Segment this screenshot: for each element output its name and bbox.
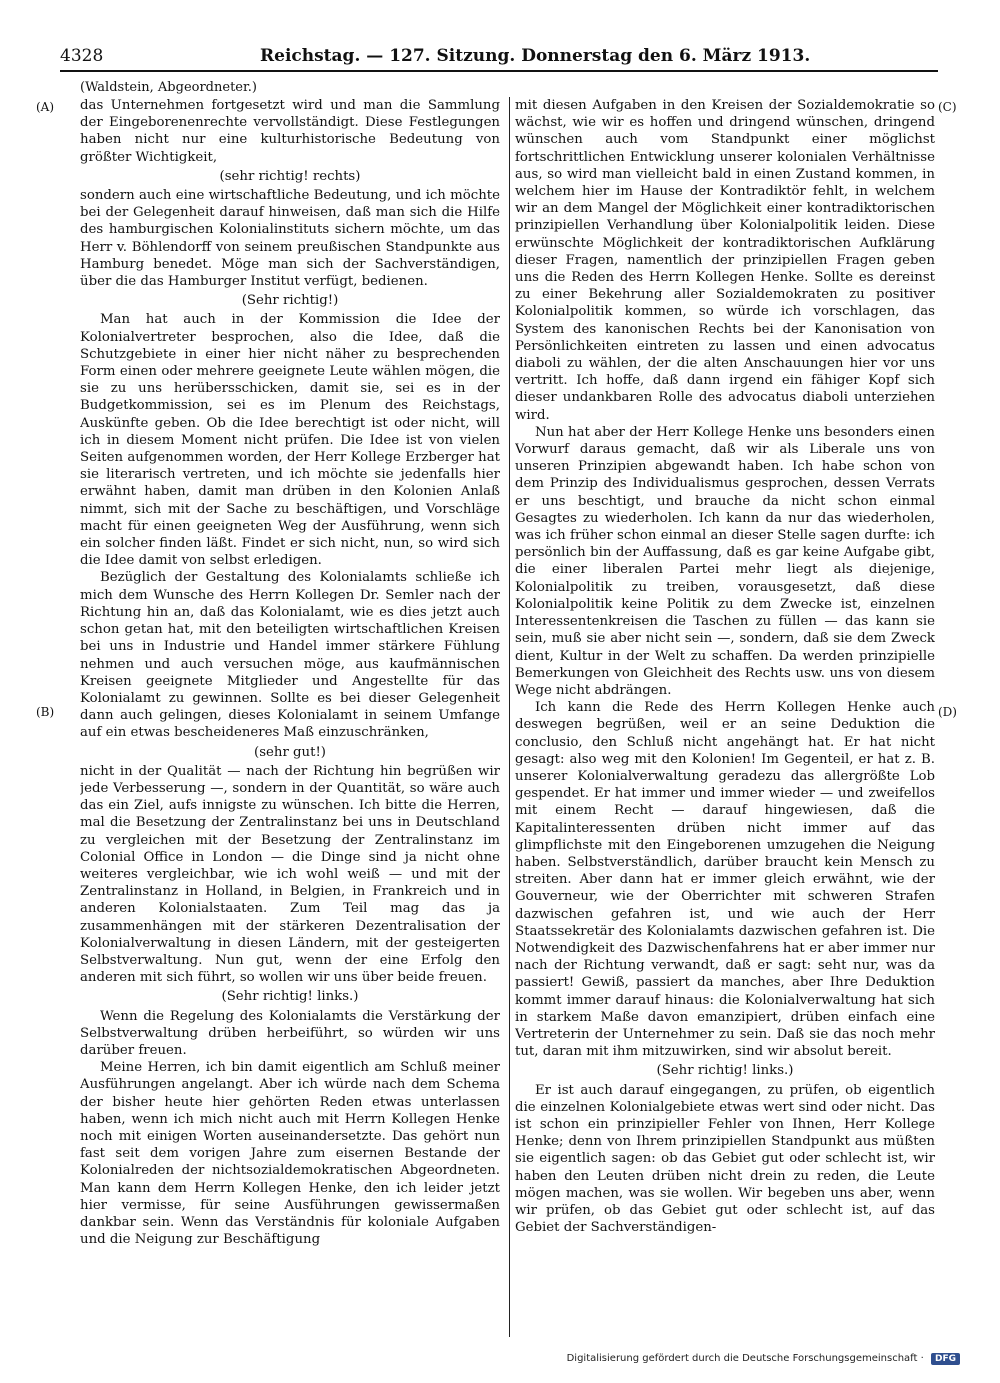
digitization-footer [567,1353,960,1365]
column-divider [509,97,510,1337]
margin-mark-a: (A) [36,100,55,114]
page-header [60,40,938,72]
paragraph: Bezüglich der Gestaltung des Kolonialamts schließe ich mich dem Wunsche des Herrn Kollegen Dr. Semler nach der Richtung hin an, daß das Kolonialamt, wie es dies jetzt auch schon getan hat, mit den beteiligten wirtschaftlichen Kreisen bei uns in Industrie und Handel immer stärkere Fühlung nehmen und auch versuchen möge, aus kaufmännischen Kreisen geeignete Mitglieder und Angestellte für das Kolonialamt zu gewinnen. Sollte es bei dieser Gelegenheit dann auch gelingen, dieses Kolonialamt in seinem Umfange auf ein etwas bescheideneres Maß einzuschränken, [80,570,500,741]
paragraph: Meine Herren, ich bin damit eigentlich am Schluß meiner Ausführungen angelangt. Aber ich würde nach dem Schema der bisher heute hier gehörten Reden etwas unterlassen haben, wenn ich mich nicht auch mit Herrn Kollegen Henke noch mit einigen Worten auseinandersetzte. Das gehört nun fast seit dem vorigen Jahre zum eisernen Bestande der Kolonialreden der nichtsozialdemokratischen Abgeordneten. Man kann dem Herrn Kollegen Henke, den ich leider jetzt hier vermisse, für seine Ausführungen gewissermaßen dankbar sein. Wenn das Verständnis für koloniale Aufgaben und die Neigung zur Beschäftigung [80,1060,500,1248]
margin-mark-c: (C) [938,100,957,114]
interjection: (sehr richtig! rechts) [219,168,361,184]
paragraph: Nun hat aber der Herr Kollege Henke uns besonders einen Vorwurf daraus gemacht, daß wir als Liberale uns von unseren Prinzipien abgewandt haben. Ich habe schon von dem Prinzip des Individualismus gesprochen, dessen Verrats er uns beschtigt, und brauche da nicht schon einmal Gesagtes zu wiederholen. Ich kann da nur das wiederholen, was ich früher schon einmal an dieser Stelle sagen durfte: ich persönlich bin der Auffassung, daß es gar keine Aufgabe gibt, die einer liberalen Partei mehr liegt als diejenige, Kolonialpolitik zu treiben, vorausgesetzt, daß diese Kolonialpolitik keine Politik zu dem Zwecke ist, einzelnen Interessentenkreisen die Taschen zu füllen — das kann sie sein, muß sie aber nicht sein —, sondern, daß sie dem Zweck dient, Kultur in der Welt zu schaffen. Da werden prinzipielle Bemerkungen von Gleichheit des Rechts usw. uns von diesem Wege nicht abdrängen. [515,424,935,698]
paragraph: das Unternehmen fortgesetzt wird und man die Sammlung der Eingeborenenrechte vervollständigt. Diese Festlegungen haben nicht nur eine kulturhistorische Bedeutung von größter Wichtigkeit, [80,98,500,165]
interjection: (Sehr richtig!) [241,293,339,309]
left-column [80,97,500,1317]
dfg-logo: DFG [931,1353,960,1365]
right-column [515,97,935,1317]
running-head: Reichstag. — 127. Sitzung. Donnerstag den 6. März 1913. [260,46,811,66]
paragraph: Ich kann die Rede des Herrn Kollegen Henke auch deswegen begrüßen, weil er an seine Deduktion die conclusio, den Schluß nicht angehängt hat. Er hat nicht gesagt: also weg mit den Kolonien! Im Gegenteil, er hat z. B. unserer Kolonialverwaltung geradezu das allergrößte Lob gespendet. Er hat immer und immer wieder — und zweifellos mit einem Recht — darauf hingewiesen, daß die Kapitalinteressenten drüben nicht immer auf das glimpflichste mit den Eingeborenen umzugehen die Neigung haben. Selbstverständlich, darüber braucht kein Mensch zu streiten. Aber dann hat er immer gleich erwähnt, wie der Gouverneur, wie der Oberrichter mit schweren Strafen dazwischen gefahren ist, und wie auch der Herr Staatssekretär des Kolonialamts dazwischen gefahren ist. Die Notwendigkeit des Dazwischenfahrens hat er aber immer nur nach der Richtung verwandt, daß er sagt: seht nur, was da passiert! Gewiß, passiert da manches, aber Ihre Deduktion kommt immer darauf hinaus: die Kolonialverwaltung hat sich in starkem Maße davon emanzipiert, drüben einfach eine Vertreterin der Unternehmer zu sein. Daß sie das noch mehr tut, daran mit ihm mitzuwirken, sind wir absolut bereit. [515,700,935,1060]
interjection: (Sehr richtig! links.) [656,1063,794,1079]
paragraph: Er ist auch darauf eingegangen, zu prüfen, ob eigentlich die einzelnen Kolonialgebiete etwas wert sind oder nicht. Das ist schon ein prinzipieller Fehler von Ihnen, Herr Kollege Henke; denn von Ihrem prinzipiellen Standpunkt aus müßten sie eigentlich sagen: ob das Gebiet gut oder schlecht ist, wir haben den Leuten drüben nicht drein zu reden, die Leute mögen machen, was sie wollen. Wir begeben uns aber, wenn wir prüfen, ob das Gebiet gut oder schlecht ist, auf das Gebiet der Sachverständigen- [515,1082,935,1236]
interjection: (Sehr richtig! links.) [221,989,359,1005]
margin-mark-d: (D) [938,705,957,719]
paragraph: sondern auch eine wirtschaftliche Bedeutung, und ich möchte bei der Gelegenheit darauf hinweisen, daß man sich die Hilfe des hamburgischen Kolonialinstituts sichern möchte, um das Herr v. Böhlendorff von seinem preußischen Standpunkte aus Hamburg benedet. Möge man sich der Sachverständigen, über die das Hamburger Institut verfügt, bedienen. [80,188,500,290]
paragraph: nicht in der Qualität — nach der Richtung hin begrüßen wir jede Verbesserung —, sondern in der Quantität, so wäre auch das ein Ziel, aufs innigste zu wünschen. Ich bitte die Herren, mal die Besetzung der Zentralinstanz bei uns in Deutschland zu vergleichen mit der Besetzung der Zentralinstanz im Colonial Office in London — die Dinge sind ja nicht ohne weiteres vergleichbar, wie ich wohl weiß — und mit der Zentralinstanz in Holland, in Belgien, in Frankreich und in anderen Kolonialstaaten. Zum Teil mag das ja zusammenhängen mit der stärkeren Dezentralisation der Kolonialverwaltung in diesen Ländern, mit der gesteigerten Selbstverwaltung. Nun gut, wenn der eine Erfolg den anderen mit sich führt, so wollen wir uns über beide freuen. [80,763,500,986]
interjection: (sehr gut!) [254,744,326,760]
paragraph: mit diesen Aufgaben in den Kreisen der Sozialdemokratie so wächst, wie wir es hoffen und dringend wünschen, dringend wünschen auch vom Standpunkt einer möglichst fortschrittlichen Entwicklung unserer kolonialen Verhältnisse aus, so wird man vielleicht bald in einen Zustand kommen, in welchem hier im Hause der Kontradiktör fehlt, in welchem wir an dem Mangel der Möglichkeit einer kontradiktorischen prinzipiellen Verhandlung über Kolonialpolitik leiden. Diese erwünschte Möglichkeit der kontradiktorischen Aufklärung dieser Fragen, namentlich der prinzipiellen Fragen geben uns die Reden des Herrn Kollegen Henke. Sollte es dereinst zu einer Bekehrung aller Sozialdemokraten zu positiver Kolonialpolitik kommen, so würde ich vorschlagen, das System des kanonischen Rechts bei der Kanonisation von Persönlichkeiten eintreten zu lassen und einen advocatus diaboli zu wählen, der die alten Anschauungen hier vor uns vertritt. Ich hoffe, daß dann irgend ein fähiger Kopf sich dieser undankbaren Rolle des advocatus diaboli unterziehen wird. [515,98,935,423]
margin-mark-b: (B) [36,705,55,719]
speaker-label: (Waldstein, Abgeordneter.) [80,80,257,95]
page-number: 4328 [60,46,104,66]
paragraph: Wenn die Regelung des Kolonialamts die Verstärkung der Selbstverwaltung drüben herbeiführt, so würden wir uns darüber freuen. [80,1008,500,1058]
footer-text: Digitalisierung gefördert durch die Deutsche Forschungsgemeinschaft · [566,1353,924,1364]
paragraph: Man hat auch in der Kommission die Idee der Kolonialvertreter besprochen, also die Idee, daß die Schutzgebiete in einer hier nicht näher zu besprechenden Form einen oder mehrere geeignete Leute wählen mögen, die sie zu uns herübersschicken, damit sie, sei es in der Budgetkommission, sei es im Plenum des Reichstags, Auskünfte geben. Ob die Idee berechtigt ist oder nicht, will ich in diesem Moment nicht prüfen. Die Idee ist von vielen Seiten aufgenommen worden, der Herr Kollege Erzberger hat sie literarisch vertreten, und ich möchte sie jedenfalls hier erwähnt haben, damit man drüben in den Kolonien Anlaß nimmt, sich mit der Sache zu beschäftigen, und Vorschläge macht für einen geeigneten Weg der Ausführung, wenn sich ein solcher finden läßt. Findet er sich nicht, nun, so wird sich die Idee damit von selbst erledigen. [80,312,500,569]
